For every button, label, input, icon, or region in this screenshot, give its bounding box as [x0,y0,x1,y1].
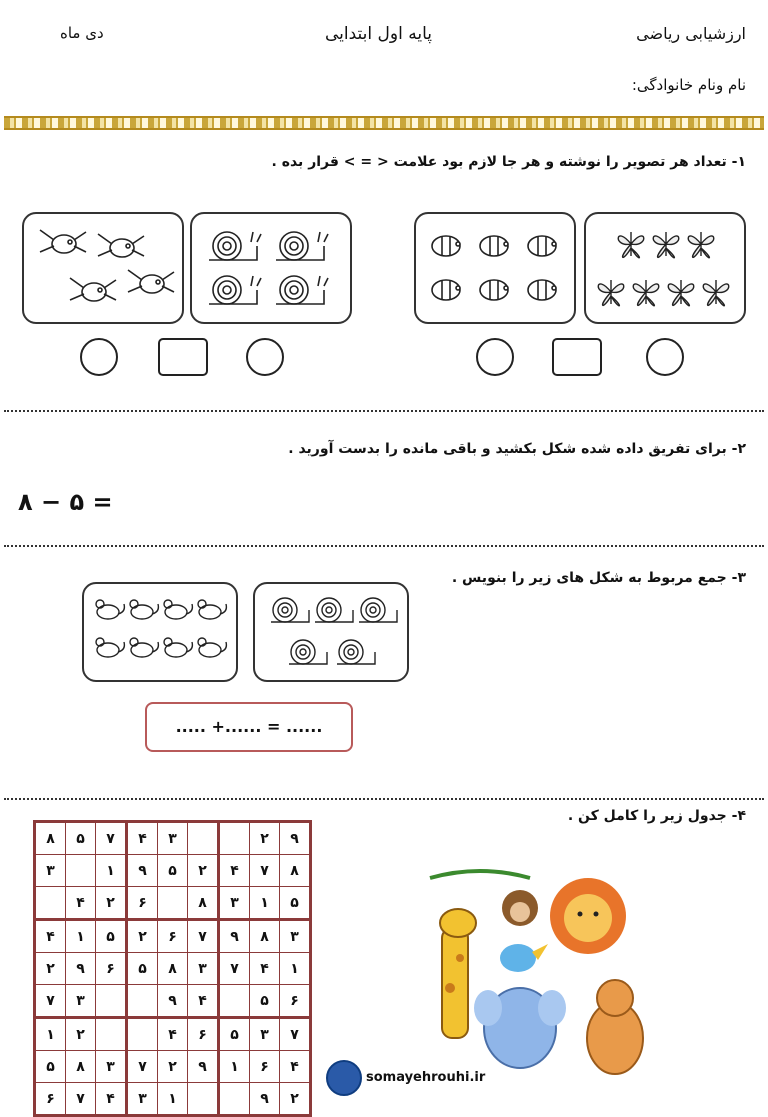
sudoku-empty-cell[interactable] [219,822,250,855]
question-1-text: ۱- تعداد هر تصویر را نوشته و هر جا لازم بود علامت < = > قرار بده . [271,154,746,170]
bee-icon [480,280,508,300]
compare-box-right[interactable] [552,338,602,376]
sudoku-empty-cell[interactable] [127,985,158,1018]
sudoku-cell: ۷ [219,953,250,985]
sudoku-cell: ۱ [158,1083,188,1116]
sudoku-cell: ۳ [35,855,66,887]
sudoku-empty-cell[interactable] [35,887,66,920]
sudoku-row [35,953,311,985]
bee-icon [528,236,556,256]
sudoku-cell: ۶ [280,985,311,1018]
count-circle-butterflies[interactable] [646,338,684,376]
sudoku-row [35,855,311,887]
sudoku-cell: ۱ [96,855,127,887]
mouse-icon [164,600,192,619]
sudoku-cell: ۵ [127,953,158,985]
sudoku-empty-cell[interactable] [158,887,188,920]
butterfly-icon [618,232,644,258]
sudoku-cell: ۷ [188,920,219,953]
subject-title: ارزشیابی ریاضی [636,24,746,43]
mice-group [84,584,236,680]
sudoku-cell: ۱ [35,1018,66,1051]
sudoku-cell: ۶ [158,920,188,953]
sudoku-cell: ۸ [280,855,311,887]
sudoku-cell: ۸ [158,953,188,985]
mouse-icon [198,600,226,619]
count-circle-bees[interactable] [476,338,514,376]
sudoku-cell: ۲ [35,953,66,985]
bird-icon [98,234,144,257]
sudoku-cell: ۴ [188,985,219,1018]
sudoku-cell: ۹ [127,855,158,887]
sudoku-cell: ۷ [250,855,280,887]
sudoku-cell: ۷ [96,822,127,855]
sudoku-empty-cell[interactable] [219,1083,250,1116]
sudoku-cell: ۲ [127,920,158,953]
butterfly-icon [668,280,694,306]
vine-icon [430,871,530,878]
sudoku-cell: ۹ [188,1051,219,1083]
sudoku-cell: ۴ [158,1018,188,1051]
sudoku-row [35,920,311,953]
sudoku-cell: ۴ [219,855,250,887]
question-4-text: ۴- جدول زیر را کامل کن . [567,808,746,824]
bee-icon [480,236,508,256]
sudoku-cell: ۸ [188,887,219,920]
monkey-icon [502,890,538,926]
bear-icon [587,980,643,1074]
sudoku-cell: ۵ [96,920,127,953]
sudoku-cell: ۲ [280,1083,311,1116]
sudoku-cell: ۳ [219,887,250,920]
section-divider [4,798,764,800]
snail-icon [276,276,328,304]
sudoku-cell: ۲ [96,887,127,920]
sudoku-cell: ۲ [188,855,219,887]
sudoku-cell: ۵ [219,1018,250,1051]
sudoku-cell: ۲ [250,822,280,855]
butterfly-icon [633,280,659,306]
sudoku-cell: ۶ [35,1083,66,1116]
bird-icon [40,230,86,253]
bee-icon [528,280,556,300]
butterfly-icon [703,280,729,306]
snails-group-2 [255,584,407,680]
sudoku-cell: ۶ [127,887,158,920]
animals-illustration [420,868,650,1083]
bees-box [414,212,576,324]
decorative-border [4,116,764,130]
sudoku-grid [33,820,312,1117]
sudoku-row [35,985,311,1018]
sudoku-cell: ۳ [188,953,219,985]
sudoku-cell: ۵ [35,1051,66,1083]
snails-box [190,212,352,324]
sudoku-cell: ۵ [66,822,96,855]
sudoku-cell: ۸ [35,822,66,855]
sudoku-cell: ۱ [280,953,311,985]
elephant-icon [474,988,566,1068]
mouse-icon [164,638,192,657]
sudoku-cell: ۲ [158,1051,188,1083]
sudoku-cell: ۷ [280,1018,311,1051]
snails-box-2 [253,582,409,682]
sudoku-cell: ۳ [66,985,96,1018]
snail-icon [271,598,309,622]
butterfly-icon [598,280,624,306]
bee-icon [432,236,460,256]
sudoku-row [35,1018,311,1051]
subtraction-expression: ۸ − ۵ = [18,488,113,516]
sudoku-cell: ۴ [250,953,280,985]
compare-box-left[interactable] [158,338,208,376]
butterfly-icon [653,232,679,258]
bird-icon [500,944,548,972]
sudoku-cell: ۱ [250,887,280,920]
sudoku-cell: ۲ [66,1018,96,1051]
sudoku-empty-cell[interactable] [188,822,219,855]
birds-box [22,212,184,324]
sudoku-cell: ۶ [188,1018,219,1051]
question-2-text: ۲- برای تفریق داده شده شکل بکشید و باقی مانده را بدست آورید . [288,441,746,457]
sudoku-row [35,1051,311,1083]
mouse-icon [198,638,226,657]
site-logo [326,1060,362,1096]
snail-icon [209,232,261,260]
butterflies-box [584,212,746,324]
snail-icon [337,640,375,664]
sudoku-cell: ۷ [66,1083,96,1116]
sudoku-cell: ۳ [127,1083,158,1116]
sudoku-cell: ۷ [127,1051,158,1083]
giraffe-icon [440,909,476,1038]
mice-box [82,582,238,682]
mouse-icon [96,600,124,619]
count-circle-snails[interactable] [246,338,284,376]
sudoku-cell: ۵ [250,985,280,1018]
mouse-icon [130,638,158,657]
snail-icon [276,232,328,260]
sudoku-cell: ۴ [96,1083,127,1116]
sudoku-cell: ۴ [280,1051,311,1083]
sudoku-cell: ۹ [219,920,250,953]
bird-icon [70,278,116,301]
snail-icon [209,276,261,304]
sudoku-cell: ۸ [66,1051,96,1083]
sudoku-cell: ۶ [250,1051,280,1083]
sudoku-cell: ۴ [66,887,96,920]
mouse-icon [130,600,158,619]
sudoku-cell: ۹ [66,953,96,985]
birds-group [24,214,182,322]
sudoku-cell: ۳ [158,822,188,855]
sudoku-row [35,887,311,920]
count-circle-birds[interactable] [80,338,118,376]
sudoku-cell: ۴ [35,920,66,953]
sudoku-empty-cell[interactable] [66,855,96,887]
sudoku-cell: ۳ [280,920,311,953]
sudoku-empty-cell[interactable] [219,985,250,1018]
sudoku-cell: ۹ [280,822,311,855]
sudoku-empty-cell[interactable] [96,1018,127,1051]
grade-label: پایه اول ابتدایی [325,24,432,44]
butterflies-group [586,214,744,322]
snails-group [192,214,350,322]
snail-icon [289,640,327,664]
butterfly-icon [688,232,714,258]
site-url[interactable]: somayehrouhi.ir [366,1070,486,1085]
sudoku-cell: ۷ [35,985,66,1018]
section-divider [4,410,764,412]
sudoku-cell: ۳ [96,1051,127,1083]
mouse-icon [96,638,124,657]
sudoku-cell: ۴ [127,822,158,855]
question-3-text: ۳- جمع مربوط به شکل های زیر را بنویس . [451,570,746,586]
snail-icon [359,598,397,622]
sudoku-cell: ۸ [250,920,280,953]
sudoku-cell: ۱ [219,1051,250,1083]
sudoku-cell: ۵ [280,887,311,920]
sudoku-row [35,1083,311,1116]
sudoku-cell: ۳ [250,1018,280,1051]
sudoku-cell: ۹ [158,985,188,1018]
name-field-label: نام ونام خانوادگی: [631,76,746,94]
lion-icon [550,878,626,954]
bees-group [416,214,574,322]
addition-equation[interactable]: ..... +...... = ...... [145,702,353,752]
sudoku-empty-cell[interactable] [127,1018,158,1051]
sudoku-cell: ۵ [158,855,188,887]
sudoku-cell: ۹ [250,1083,280,1116]
sudoku-empty-cell[interactable] [96,985,127,1018]
sudoku-cell: ۶ [96,953,127,985]
bird-icon [128,270,174,293]
month-label: دی ماه [60,24,104,42]
sudoku-cell: ۱ [66,920,96,953]
sudoku-empty-cell[interactable] [188,1083,219,1116]
sudoku-row [35,822,311,855]
bee-icon [432,280,460,300]
section-divider [4,545,764,547]
snail-icon [315,598,353,622]
